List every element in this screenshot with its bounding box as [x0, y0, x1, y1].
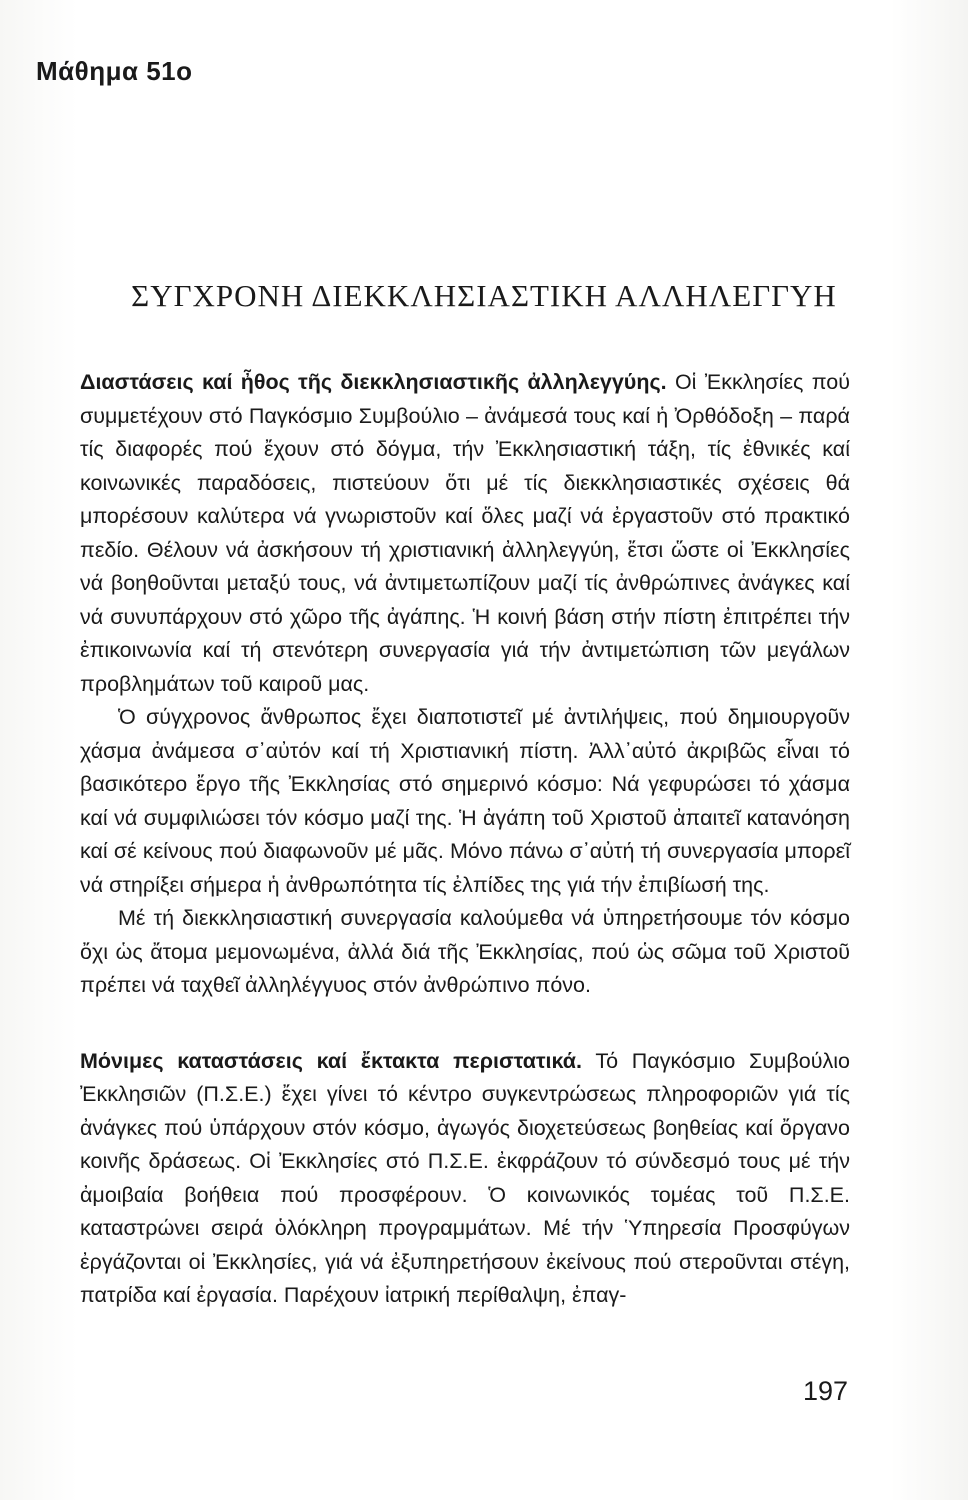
lesson-label: Μάθημα 51ο: [36, 56, 193, 86]
section-gap: [80, 1003, 850, 1045]
paragraph-text: Τό Παγκόσμιο Συμβούλιο Ἐκκλησιῶν (Π.Σ.Ε.) ἔχει γίνει τό κέντρο συγκεντρώσεως πληροφοριῶν γιά τίς ἀνάγκες πού ὑπάρχουν στόν κόσμο, ἀγωγός διοχετεύσεως βοηθείας καί ὄργανο κοινῆς δράσεως. Οἱ Ἐκκλησίες στό Π.Σ.Ε. ἐκφράζουν τό σύνδεσμό τους μέ τήν ἀμοιβαία βοήθεια πού προσφέρουν. Ὁ κοινωνικός τομέας τοῦ Π.Σ.Ε. καταστρώνει σειρά ὁλόκληρη προγραμμάτων. Μέ τήν Ὑπηρεσία Προσφύγων ἐργάζονται οἱ Ἐκκλησίες, γιά νά ἐξυπηρετήσουν ἐκείνους πού στεροῦνται στέγη, πατρίδα καί ἐργασία. Παρέχουν ἰατρική περίθαλψη, ἐπαγ-: [80, 1048, 850, 1307]
body-text: [80, 366, 850, 1313]
paragraph: Μέ τή διεκκλησιαστική συνεργασία καλούμεθα νά ὑπηρετήσουμε τόν κόσμο ὄχι ὡς ἄτομα μεμονωμένα, ἀλλά διά τῆς Ἐκκλησίας, πού ὡς σῶμα τοῦ Χριστοῦ πρέπει νά ταχθεῖ ἀλληλέγγυος στόν ἀνθρώπινο πόνο.: [80, 906, 850, 997]
section-heading: Διαστάσεις καί ἦθος τῆς διεκκλησιαστικῆς ἀλληλεγγύης.: [80, 370, 667, 394]
paragraph: [80, 1045, 850, 1313]
paragraph: Ὁ σύγχρονος ἄνθρωπος ἔχει διαποτιστεῖ μέ ἀντιλήψεις, πού δημιουργοῦν χάσμα ἀνάμεσα σ᾽αὐτόν καί τή Χριστιανική πίστη. Ἀλλ᾽αὐτό ἀκριβῶς εἶναι τό βασικότερο ἔργο τῆς Ἐκκλησίας στό σημερινό κόσμο: Νά γεφυρώσει τό χάσμα καί νά συμφιλιώσει τόν κόσμο μαζί της. Ἡ ἀγάπη τοῦ Χριστοῦ ἀπαιτεῖ κατανόηση καί σέ κείνους πού διαφωνοῦν μέ μᾶς. Μόνο πάνω σ᾽αὐτή τή συνεργασία μπορεῖ νά στηρίξει σήμερα ἡ ἀνθρωπότητα τίς ἐλπίδες της γιά τήν ἐπιβίωσή της.: [80, 705, 850, 897]
chapter-title: ΣΥΓΧΡΟΝΗ ΔΙΕΚΚΛΗΣΙΑΣΤΙΚΗ ΑΛΛΗΛΕΓΓΥΗ: [131, 278, 837, 313]
paragraph: [80, 366, 850, 701]
paragraph-text: Οἱ Ἐκκλησίες πού συμμετέχουν στό Παγκόσμιο Συμβούλιο – ἀνάμεσά τους καί ἡ Ὀρθόδοξη – παρά τίς διαφορές πού ἔχουν στό δόγμα, τήν Ἐκκλησιαστική τάξη, τίς ἐθνικές καί κοινωνικές παραδόσεις, πιστεύουν ὅτι μέ τίς διεκκλησιαστικές σχέσεις θά μπορέσουν καλύτερα νά γνωριστοῦν καί ὅλες μαζί νά ἐργαστοῦν στό πρακτικό πεδίο. Θέλουν νά ἀσκήσουν τή χριστιανική ἀλληλεγγύη, ἔτσι ὥστε οἱ Ἐκκλησίες νά βοηθοῦνται μεταξύ τους, νά ἀντιμετωπίζουν μαζί τίς ἀνθρώπινες ἀνάγκες καί νά συνυπάρχουν στό χῶρο τῆς ἀγάπης. Ἡ κοινή βάση στήν πίστη ἐπιτρέπει τήν ἐπικοινωνία καί τή στενότερη συνεργασία γιά τήν ἀντιμετώπιση τῶν μεγάλων προβλημάτων τοῦ καιροῦ μας.: [80, 370, 850, 696]
section-heading: Μόνιμες καταστάσεις καί ἔκτακτα περιστατικά.: [80, 1048, 582, 1073]
page-number: 197: [802, 1376, 848, 1406]
